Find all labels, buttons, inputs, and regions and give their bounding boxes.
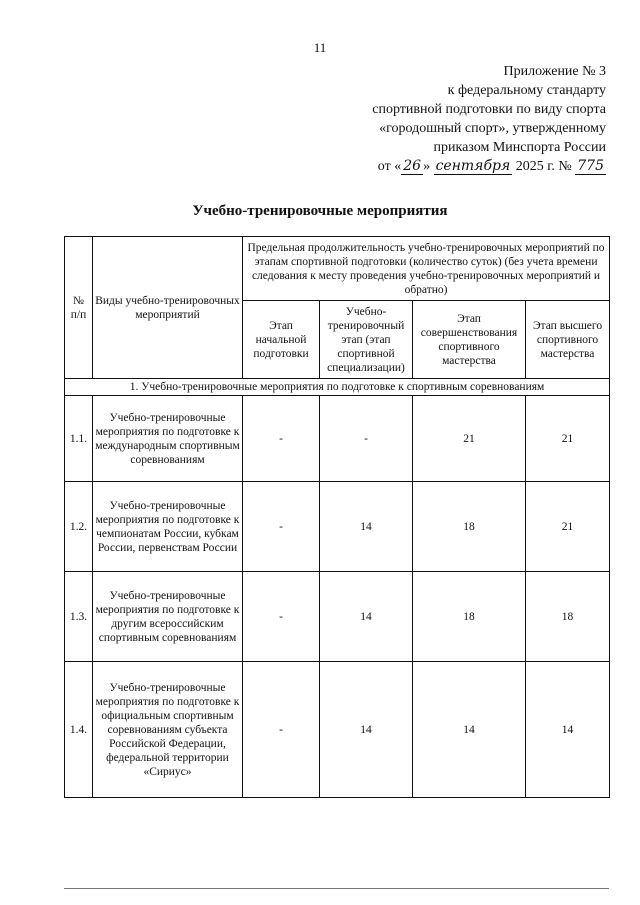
row-value: 14 <box>413 662 526 798</box>
row-value: 14 <box>320 482 413 572</box>
appendix-line: спортивной подготовки по виду спорта <box>372 102 606 117</box>
header-duration: Предельная продолжительность учебно-тренировочных мероприятий по этапам спортивной подготовки (количество суток) (без учета времени следования к месту проведения учебно-тренировочных мероприятий и обратно) <box>243 237 610 301</box>
order-mid: » <box>423 159 431 174</box>
row-value: 21 <box>413 396 526 482</box>
appendix-line: приказом Минспорта России <box>433 140 606 155</box>
row-value: 14 <box>320 572 413 662</box>
row-value: 18 <box>413 572 526 662</box>
page-bottom-divider <box>64 888 609 889</box>
row-value: - <box>243 482 320 572</box>
row-value: - <box>243 662 320 798</box>
header-stage: Учебно-тренировочный этап (этап спортивной специализации) <box>320 301 413 379</box>
row-value: 21 <box>526 482 610 572</box>
section-title: 1. Учебно-тренировочные мероприятия по подготовке к спортивным соревнованиям <box>65 379 610 396</box>
row-name: Учебно-тренировочные мероприятия по подготовке к международным спортивным соревнованиям <box>93 396 243 482</box>
row-value: - <box>320 396 413 482</box>
page-number: 11 <box>313 40 327 55</box>
header-stage: Этап высшего спортивного мастерства <box>526 301 610 379</box>
row-number: 1.3. <box>65 572 93 662</box>
row-number: 1.2. <box>65 482 93 572</box>
row-name: Учебно-тренировочные мероприятия по подготовке к другим всероссийским спортивным соревнованиям <box>93 572 243 662</box>
training-events-table <box>64 236 610 798</box>
table-row <box>65 396 610 482</box>
order-date-line <box>300 157 606 176</box>
appendix-line: Приложение № 3 <box>503 64 606 79</box>
order-prefix: от « <box>377 159 402 174</box>
header-stage: Этап начальной подготовки <box>243 301 320 379</box>
appendix-line: к федеральному стандарту <box>447 83 606 98</box>
row-value: 21 <box>526 396 610 482</box>
row-number: 1.1. <box>65 396 93 482</box>
appendix-block <box>300 62 606 176</box>
order-day: 26 <box>403 158 422 174</box>
header-kind: Виды учебно-тренировочных мероприятий <box>93 237 243 379</box>
row-name: Учебно-тренировочные мероприятия по подготовке к чемпионатам России, кубкам России, первенствам России <box>93 482 243 572</box>
row-value: 14 <box>320 662 413 798</box>
row-value: - <box>243 396 320 482</box>
table-row <box>65 572 610 662</box>
order-number: 775 <box>577 158 604 174</box>
row-value: 18 <box>413 482 526 572</box>
row-value: - <box>243 572 320 662</box>
order-year: 2025 г. № <box>515 159 572 174</box>
table-row <box>65 482 610 572</box>
table-row <box>65 662 610 798</box>
row-name: Учебно-тренировочные мероприятия по подготовке к официальным спортивным соревнованиям субъекта Российской Федерации, федеральной территории «Сириус» <box>93 662 243 798</box>
header-number: № п/п <box>65 237 93 379</box>
order-month: сентября <box>435 158 511 174</box>
row-value: 18 <box>526 572 610 662</box>
row-value: 14 <box>526 662 610 798</box>
appendix-line: «городошный спорт», утвержденному <box>379 121 606 136</box>
row-number: 1.4. <box>65 662 93 798</box>
document-title: Учебно-тренировочные мероприятия <box>192 203 448 219</box>
header-stage: Этап совершенствования спортивного мастерства <box>413 301 526 379</box>
